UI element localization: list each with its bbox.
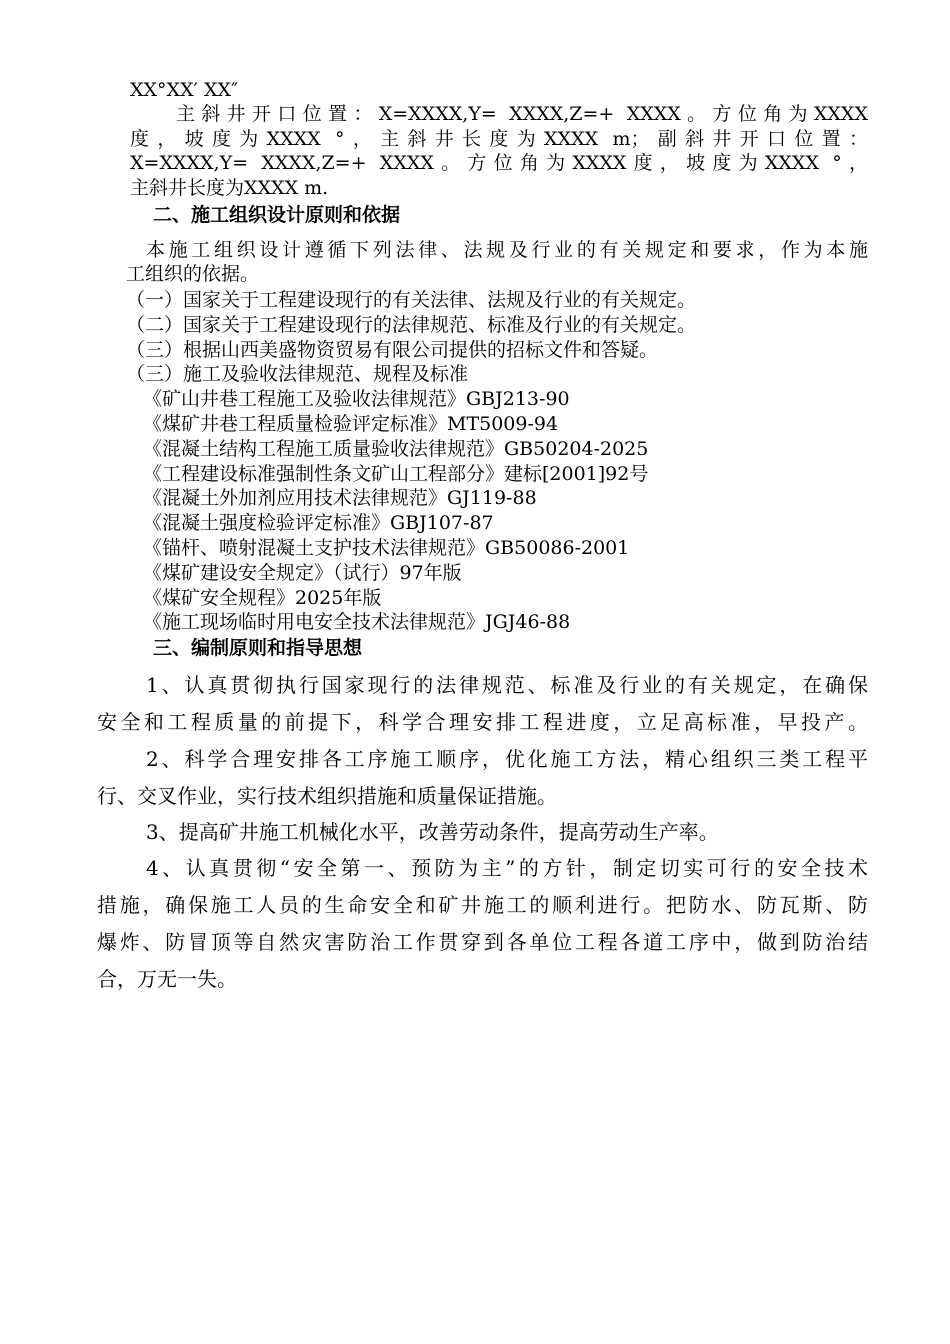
principle-1-line-2: 安全和工程质量的前提下，科学合理安排工程进度，立足高标准，早投产。 xyxy=(97,710,868,734)
slope-line: 度，坡度为XXXX °，主斜井长度为XXXX m；副斜井开口位置： xyxy=(130,128,868,150)
basis-item: （三）施工及验收法律规范、规程及标准 xyxy=(126,363,469,385)
section-2-paragraph-line-1: 本施工组织设计遵循下列法律、法规及行业的有关规定和要求，作为本施 xyxy=(146,239,868,261)
section-3-heading: 三、编制原则和指导思想 xyxy=(153,637,363,659)
principle-4-line-4: 合，万无一失。 xyxy=(97,967,237,991)
principle-2-line-2: 行、交叉作业，实行技术组织措施和质量保证措施。 xyxy=(97,784,557,808)
standard-item: 《锚杆、喷射混凝土支护技术法律规范》GB50086-2001 xyxy=(143,537,630,559)
standard-item: 《混凝土结构工程施工质量验收法律规范》GB50204-2025 xyxy=(143,438,649,460)
basis-item: （二）国家关于工程建设现行的法律规范、标准及行业的有关规定。 xyxy=(126,314,697,336)
standard-item: 《混凝土强度检验评定标准》GBJ107-87 xyxy=(143,512,494,534)
section-2-heading: 二、施工组织设计原则和依据 xyxy=(153,204,401,226)
basis-item: （一）国家关于工程建设现行的有关法律、法规及行业的有关规定。 xyxy=(126,289,697,311)
section-2-paragraph-line-2: 工组织的依据。 xyxy=(126,263,260,285)
standard-item: 《煤矿安全规程》2025年版 xyxy=(143,587,382,609)
incline-length-line: 主斜井长度为XXXX m. xyxy=(130,177,329,199)
principle-4-line-1: 4、认真贯彻“安全第一、预防为主”的方针，制定切实可行的安全技术 xyxy=(146,856,868,880)
coordinate-line: XX°XX′ XX″ xyxy=(130,79,239,101)
principle-2-line-1: 2、科学合理安排各工序施工顺序，优化施工方法，精心组织三类工程平 xyxy=(146,747,868,771)
standard-item: 《施工现场临时用电安全技术法律规范》JGJ46-88 xyxy=(143,611,571,633)
standard-item: 《煤矿井巷工程质量检验评定标准》MT5009-94 xyxy=(143,413,559,435)
principle-3-line-1: 3、提高矿井施工机械化水平，改善劳动条件，提高劳动生产率。 xyxy=(146,820,719,844)
basis-item: （三）根据山西美盛物资贸易有限公司提供的招标文件和答疑。 xyxy=(126,339,659,361)
principle-4-line-3: 爆炸、防冒顶等自然灾害防治工作贯穿到各单位工程各道工序中，做到防治结 xyxy=(97,930,868,954)
standard-item: 《工程建设标准强制性条文矿山工程部分》建标[2001]92号 xyxy=(143,463,649,485)
principle-1-line-1: 1、认真贯彻执行国家现行的法律规范、标准及行业的有关规定，在确保 xyxy=(146,673,868,697)
standard-item: 《煤矿建设安全规定》（试行）97年版 xyxy=(143,562,462,584)
principle-4-line-2: 措施，确保施工人员的生命安全和矿井施工的顺利进行。把防水、防瓦斯、防 xyxy=(97,893,868,917)
standard-item: 《混凝土外加剂应用技术法律规范》GJ119-88 xyxy=(143,487,537,509)
auxiliary-incline-line: X=XXXX,Y= XXXX,Z=+ XXXX。方位角为XXXX度，坡度为XXXX °， xyxy=(130,152,868,174)
main-incline-position-line: 主斜井开口位置：X=XXXX,Y= XXXX,Z=+ XXXX。方位角为XXXX xyxy=(176,103,868,125)
standard-item: 《矿山井巷工程施工及验收法律规范》GBJ213-90 xyxy=(143,388,570,410)
